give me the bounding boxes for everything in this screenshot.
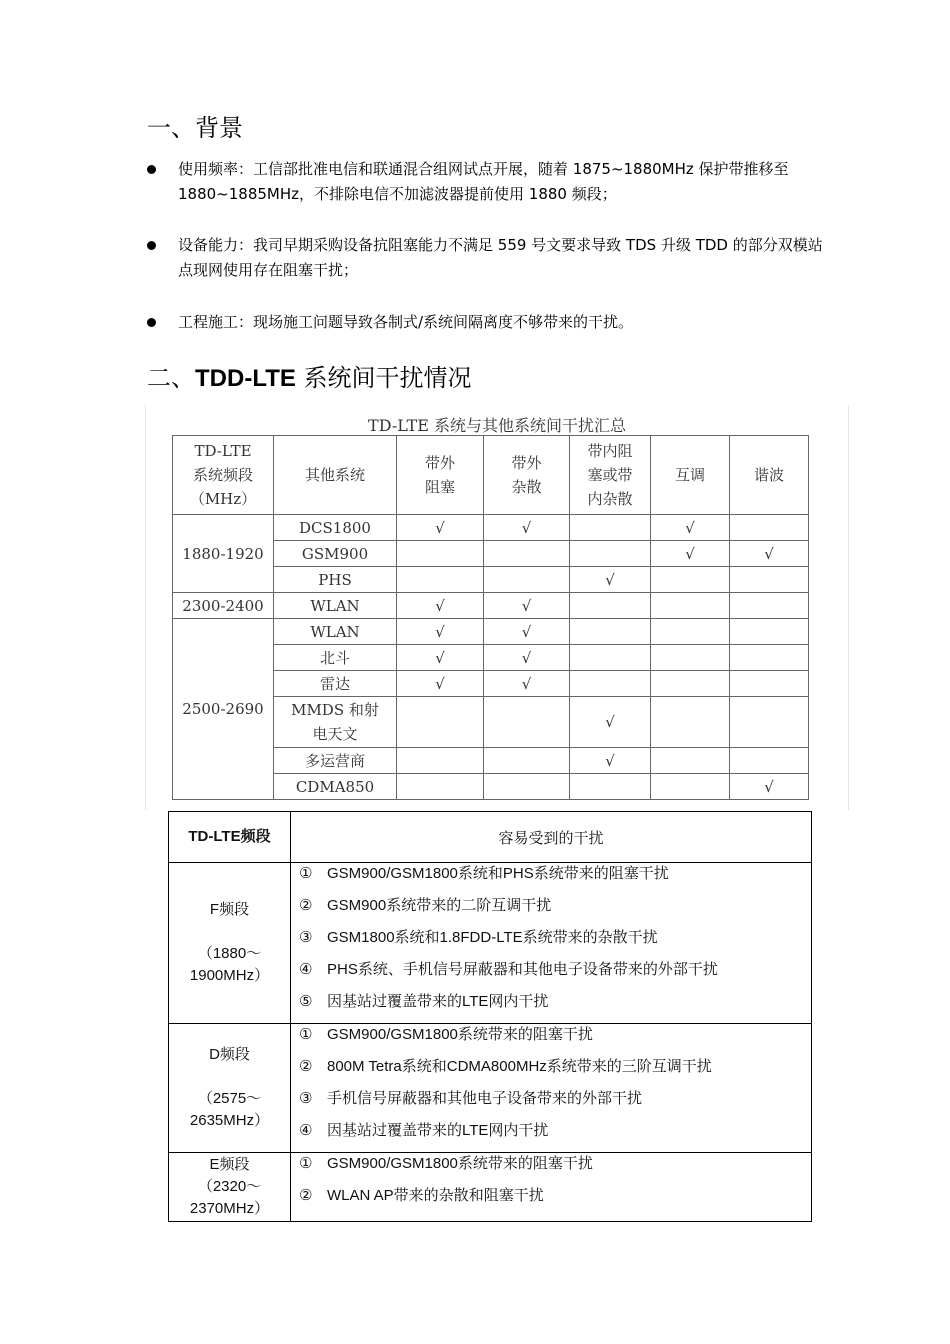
check-mark: √ xyxy=(397,645,484,671)
item-text: WLAN AP带来的杂散和阻塞干扰 xyxy=(327,1187,544,1204)
item-number: ① xyxy=(299,865,313,882)
check-mark: √ xyxy=(730,774,809,800)
system-cell: DCS1800 xyxy=(274,515,397,541)
section-title-prefix: 二、 xyxy=(147,364,195,392)
system-cell: 多运营商 xyxy=(274,748,397,774)
empty-cell xyxy=(484,697,570,748)
empty-cell xyxy=(730,645,809,671)
item-number: ⑤ xyxy=(299,993,313,1010)
table-header-row xyxy=(169,812,812,863)
item-text: 手机信号屏蔽器和其他电子设备带来的外部干扰 xyxy=(327,1090,643,1107)
check-mark: √ xyxy=(484,671,570,697)
header-cell: 带外 杂散 xyxy=(484,436,570,515)
empty-cell xyxy=(397,774,484,800)
empty-cell xyxy=(570,619,651,645)
empty-cell xyxy=(651,567,730,593)
section-title-background: 一、背景 xyxy=(147,114,243,142)
list-item xyxy=(291,927,811,959)
list-item xyxy=(147,310,827,335)
check-mark: √ xyxy=(651,515,730,541)
empty-cell xyxy=(651,619,730,645)
empty-cell xyxy=(730,619,809,645)
item-number: ② xyxy=(299,1187,313,1204)
check-mark: √ xyxy=(570,567,651,593)
band-name: D频段 xyxy=(209,1046,250,1063)
item-number: ④ xyxy=(299,961,313,978)
check-mark: √ xyxy=(397,619,484,645)
interference-list xyxy=(291,1024,812,1153)
table-row xyxy=(173,593,809,619)
empty-cell xyxy=(570,671,651,697)
bullet-icon xyxy=(147,318,156,327)
band-range: （2320～2370MHz） xyxy=(189,1178,270,1217)
header-cell: 互调 xyxy=(651,436,730,515)
interference-summary-figure xyxy=(145,405,849,810)
empty-cell xyxy=(651,748,730,774)
band-cell: 2300-2400 xyxy=(173,593,274,619)
list-item xyxy=(291,895,811,927)
interference-summary-table xyxy=(172,435,809,800)
check-mark: √ xyxy=(651,541,730,567)
empty-cell xyxy=(730,515,809,541)
interference-list xyxy=(291,1153,812,1222)
bullet-icon xyxy=(147,241,156,250)
bullet-text: 工程施工：现场施工问题导致各制式/系统间隔离度不够带来的干扰。 xyxy=(178,313,634,331)
item-number: ④ xyxy=(299,1122,313,1139)
item-text: GSM900系统带来的二阶互调干扰 xyxy=(327,897,552,914)
table-row xyxy=(169,1024,812,1153)
band-range: （1880～1900MHz） xyxy=(189,945,270,984)
item-text: GSM900/GSM1800系统带来的阻塞干扰 xyxy=(327,1026,593,1043)
header-band: TD-LTE频段 xyxy=(169,812,291,863)
item-number: ③ xyxy=(299,929,313,946)
band-cell: 2500-2690 xyxy=(173,619,274,800)
check-mark: √ xyxy=(570,748,651,774)
empty-cell xyxy=(651,645,730,671)
header-cell: 谐波 xyxy=(730,436,809,515)
band-name: F频段 xyxy=(209,901,250,918)
section-title-bold: TDD-LTE xyxy=(195,365,296,392)
item-text: 因基站过覆盖带来的LTE网内干扰 xyxy=(327,993,549,1010)
check-mark: √ xyxy=(484,515,570,541)
item-text: GSM900/GSM1800系统和PHS系统带来的阻塞干扰 xyxy=(327,865,669,882)
empty-cell xyxy=(484,567,570,593)
system-cell: 北斗 xyxy=(274,645,397,671)
item-number: ① xyxy=(299,1155,313,1172)
check-mark: √ xyxy=(397,593,484,619)
item-text: GSM1800系统和1.8FDD-LTE系统带来的杂散干扰 xyxy=(327,929,658,946)
band-cell xyxy=(169,1024,291,1153)
table-header-row xyxy=(173,436,809,515)
figure-caption: TD-LTE 系统与其他系统间干扰汇总 xyxy=(368,416,626,435)
bullet-text: 设备能力：我司早期采购设备抗阻塞能力不满足 559 号文要求导致 TDS 升级 TDD 的部分双模站点现网使用存在阻塞干扰； xyxy=(178,236,823,279)
system-cell: 雷达 xyxy=(274,671,397,697)
empty-cell xyxy=(730,671,809,697)
check-mark: √ xyxy=(484,593,570,619)
list-item xyxy=(147,157,827,207)
header-cell: 带外 阻塞 xyxy=(397,436,484,515)
empty-cell xyxy=(651,697,730,748)
empty-cell xyxy=(570,645,651,671)
list-item xyxy=(291,959,811,991)
item-number: ③ xyxy=(299,1090,313,1107)
empty-cell xyxy=(397,748,484,774)
empty-cell xyxy=(484,748,570,774)
system-cell: WLAN xyxy=(274,593,397,619)
list-item xyxy=(291,1056,811,1088)
section-title-interference xyxy=(147,358,472,393)
list-item xyxy=(147,233,827,283)
item-text: GSM900/GSM1800系统带来的阻塞干扰 xyxy=(327,1155,593,1172)
band-cell: 1880-1920 xyxy=(173,515,274,593)
item-number: ② xyxy=(299,1058,313,1075)
band-interference-table xyxy=(168,811,812,1222)
item-text: PHS系统、手机信号屏蔽器和其他电子设备带来的外部干扰 xyxy=(327,961,718,978)
header-cell: 带内阻 塞或带 内杂散 xyxy=(570,436,651,515)
empty-cell xyxy=(484,774,570,800)
system-cell: PHS xyxy=(274,567,397,593)
bullet-text: 使用频率：工信部批准电信和联通混合组网试点开展，随着 1875~1880MHz 保护带推移至 1880~1885MHz，不排除电信不加滤波器提前使用 1880 频段； xyxy=(178,160,789,203)
empty-cell xyxy=(651,593,730,619)
header-cell: 其他系统 xyxy=(274,436,397,515)
item-number: ① xyxy=(299,1026,313,1043)
empty-cell xyxy=(651,774,730,800)
list-item xyxy=(291,1153,811,1185)
system-cell: GSM900 xyxy=(274,541,397,567)
system-cell: CDMA850 xyxy=(274,774,397,800)
band-name: E频段 xyxy=(209,1156,250,1173)
band-range: （2575～2635MHz） xyxy=(189,1090,270,1129)
table-row xyxy=(173,515,809,541)
empty-cell xyxy=(730,748,809,774)
check-mark: √ xyxy=(484,619,570,645)
system-cell: WLAN xyxy=(274,619,397,645)
table-row xyxy=(169,863,812,1024)
list-item xyxy=(291,863,811,895)
table-row xyxy=(169,1153,812,1222)
item-number: ② xyxy=(299,897,313,914)
list-item xyxy=(291,991,811,1023)
empty-cell xyxy=(570,593,651,619)
empty-cell xyxy=(397,567,484,593)
empty-cell xyxy=(651,671,730,697)
empty-cell xyxy=(730,593,809,619)
table-row xyxy=(173,619,809,645)
list-item xyxy=(291,1120,811,1152)
item-text: 因基站过覆盖带来的LTE网内干扰 xyxy=(327,1122,549,1139)
check-mark: √ xyxy=(730,541,809,567)
header-interference: 容易受到的干扰 xyxy=(291,812,812,863)
empty-cell xyxy=(730,567,809,593)
empty-cell xyxy=(570,541,651,567)
empty-cell xyxy=(484,541,570,567)
check-mark: √ xyxy=(570,697,651,748)
check-mark: √ xyxy=(397,671,484,697)
bullet-icon xyxy=(147,165,156,174)
header-cell: TD-LTE 系统频段 （MHz） xyxy=(173,436,274,515)
check-mark: √ xyxy=(397,515,484,541)
item-text: 800M Tetra系统和CDMA800MHz系统带来的三阶互调干扰 xyxy=(327,1058,712,1075)
interference-list xyxy=(291,863,812,1024)
empty-cell xyxy=(397,697,484,748)
empty-cell xyxy=(397,541,484,567)
section-title-suffix: 系统间干扰情况 xyxy=(295,364,472,392)
empty-cell xyxy=(730,697,809,748)
list-item xyxy=(291,1185,811,1217)
empty-cell xyxy=(570,515,651,541)
band-cell xyxy=(169,1153,291,1222)
empty-cell xyxy=(570,774,651,800)
list-item xyxy=(291,1088,811,1120)
check-mark: √ xyxy=(484,645,570,671)
band-cell xyxy=(169,863,291,1024)
list-item xyxy=(291,1024,811,1056)
system-cell: MMDS 和射 电天文 xyxy=(274,697,397,748)
